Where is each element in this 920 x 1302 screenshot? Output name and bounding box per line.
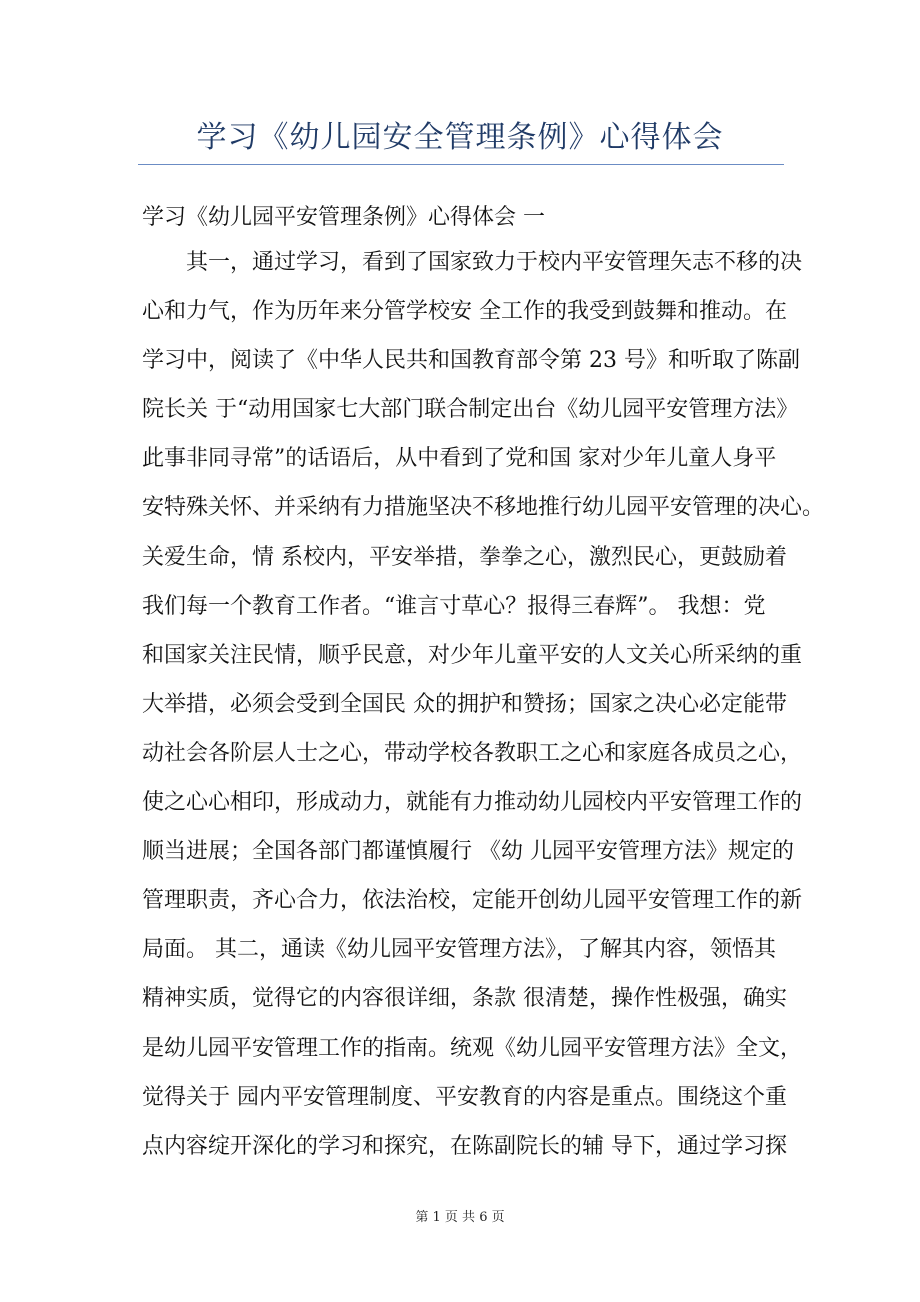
text-line: 院长关 于“动用国家七大部门联合制定出台《幼儿园平安管理方法》 [142,397,799,423]
text-line: 关爱生命，情 系校内，平安举措，拳拳之心，激烈民心，更鼓励着 [142,544,787,570]
text-line: 觉得关于 园内平安管理制度、平安教育的内容是重点。围绕这个重 [142,1084,787,1110]
text-line: 是幼儿园平安管理工作的指南。统观《幼儿园平安管理方法》全文， [142,1035,803,1061]
text-line: 我们每一个教育工作者。“谁言寸草心？报得三春辉”。 我想：党 [142,593,766,619]
text-line: 动社会各阶层人士之心，带动学校各教职工之心和家庭各成员之心， [142,740,803,766]
text-line: 大举措，必须会受到全国民 众的拥护和赞扬；国家之决心必定能带 [142,691,787,717]
text-line: 局面。 其二，通读《幼儿园平安管理方法》，了解其内容，领悟其 [142,937,776,963]
text-line: 点内容绽开深化的学习和探究，在陈副院长的辅 导下，通过学习探 [142,1133,787,1159]
text-line: 心和力气，作为历年来分管学校安 全工作的我受到鼓舞和推动。在 [142,299,787,325]
text-line: 安特殊关怀、并采纳有力措施坚决不移地推行幼儿园平安管理的决心。 [142,495,825,521]
text-line: 学习中，阅读了《中华人民共和国教育部令第 23 号》和听取了陈副 [142,348,800,374]
text-line: 其一，通过学习，看到了国家致力于校内平安管理矢志不移的决 [186,250,803,275]
text-line: 此事非同寻常”的话语后，从中看到了党和国 家对少年儿童人身平 [142,446,777,472]
text-line: 使之心心相印，形成动力，就能有力推动幼儿园校内平安管理工作的 [142,790,803,816]
text-line: 精神实质，觉得它的内容很详细，条款 很清楚，操作性极强，确实 [142,986,787,1012]
title-underline [138,164,784,165]
section-heading: 学习《幼儿园平安管理条例》心得体会 一 [142,205,545,230]
document-title: 学习《幼儿园安全管理条例》心得体会 [196,120,724,155]
text-line: 和国家关注民情，顺乎民意，对少年儿童平安的人文关心所采纳的重 [142,642,803,668]
text-line: 管理职责，齐心合力，依法治校，定能开创幼儿园平安管理工作的新 [142,888,803,914]
text-line: 顺当进展；全国各部门都谨慎履行 《幼 儿园平安管理方法》规定的 [142,839,794,865]
page-footer: 第 1 页 共 6 页 [415,1210,505,1225]
body-text [142,247,825,1180]
